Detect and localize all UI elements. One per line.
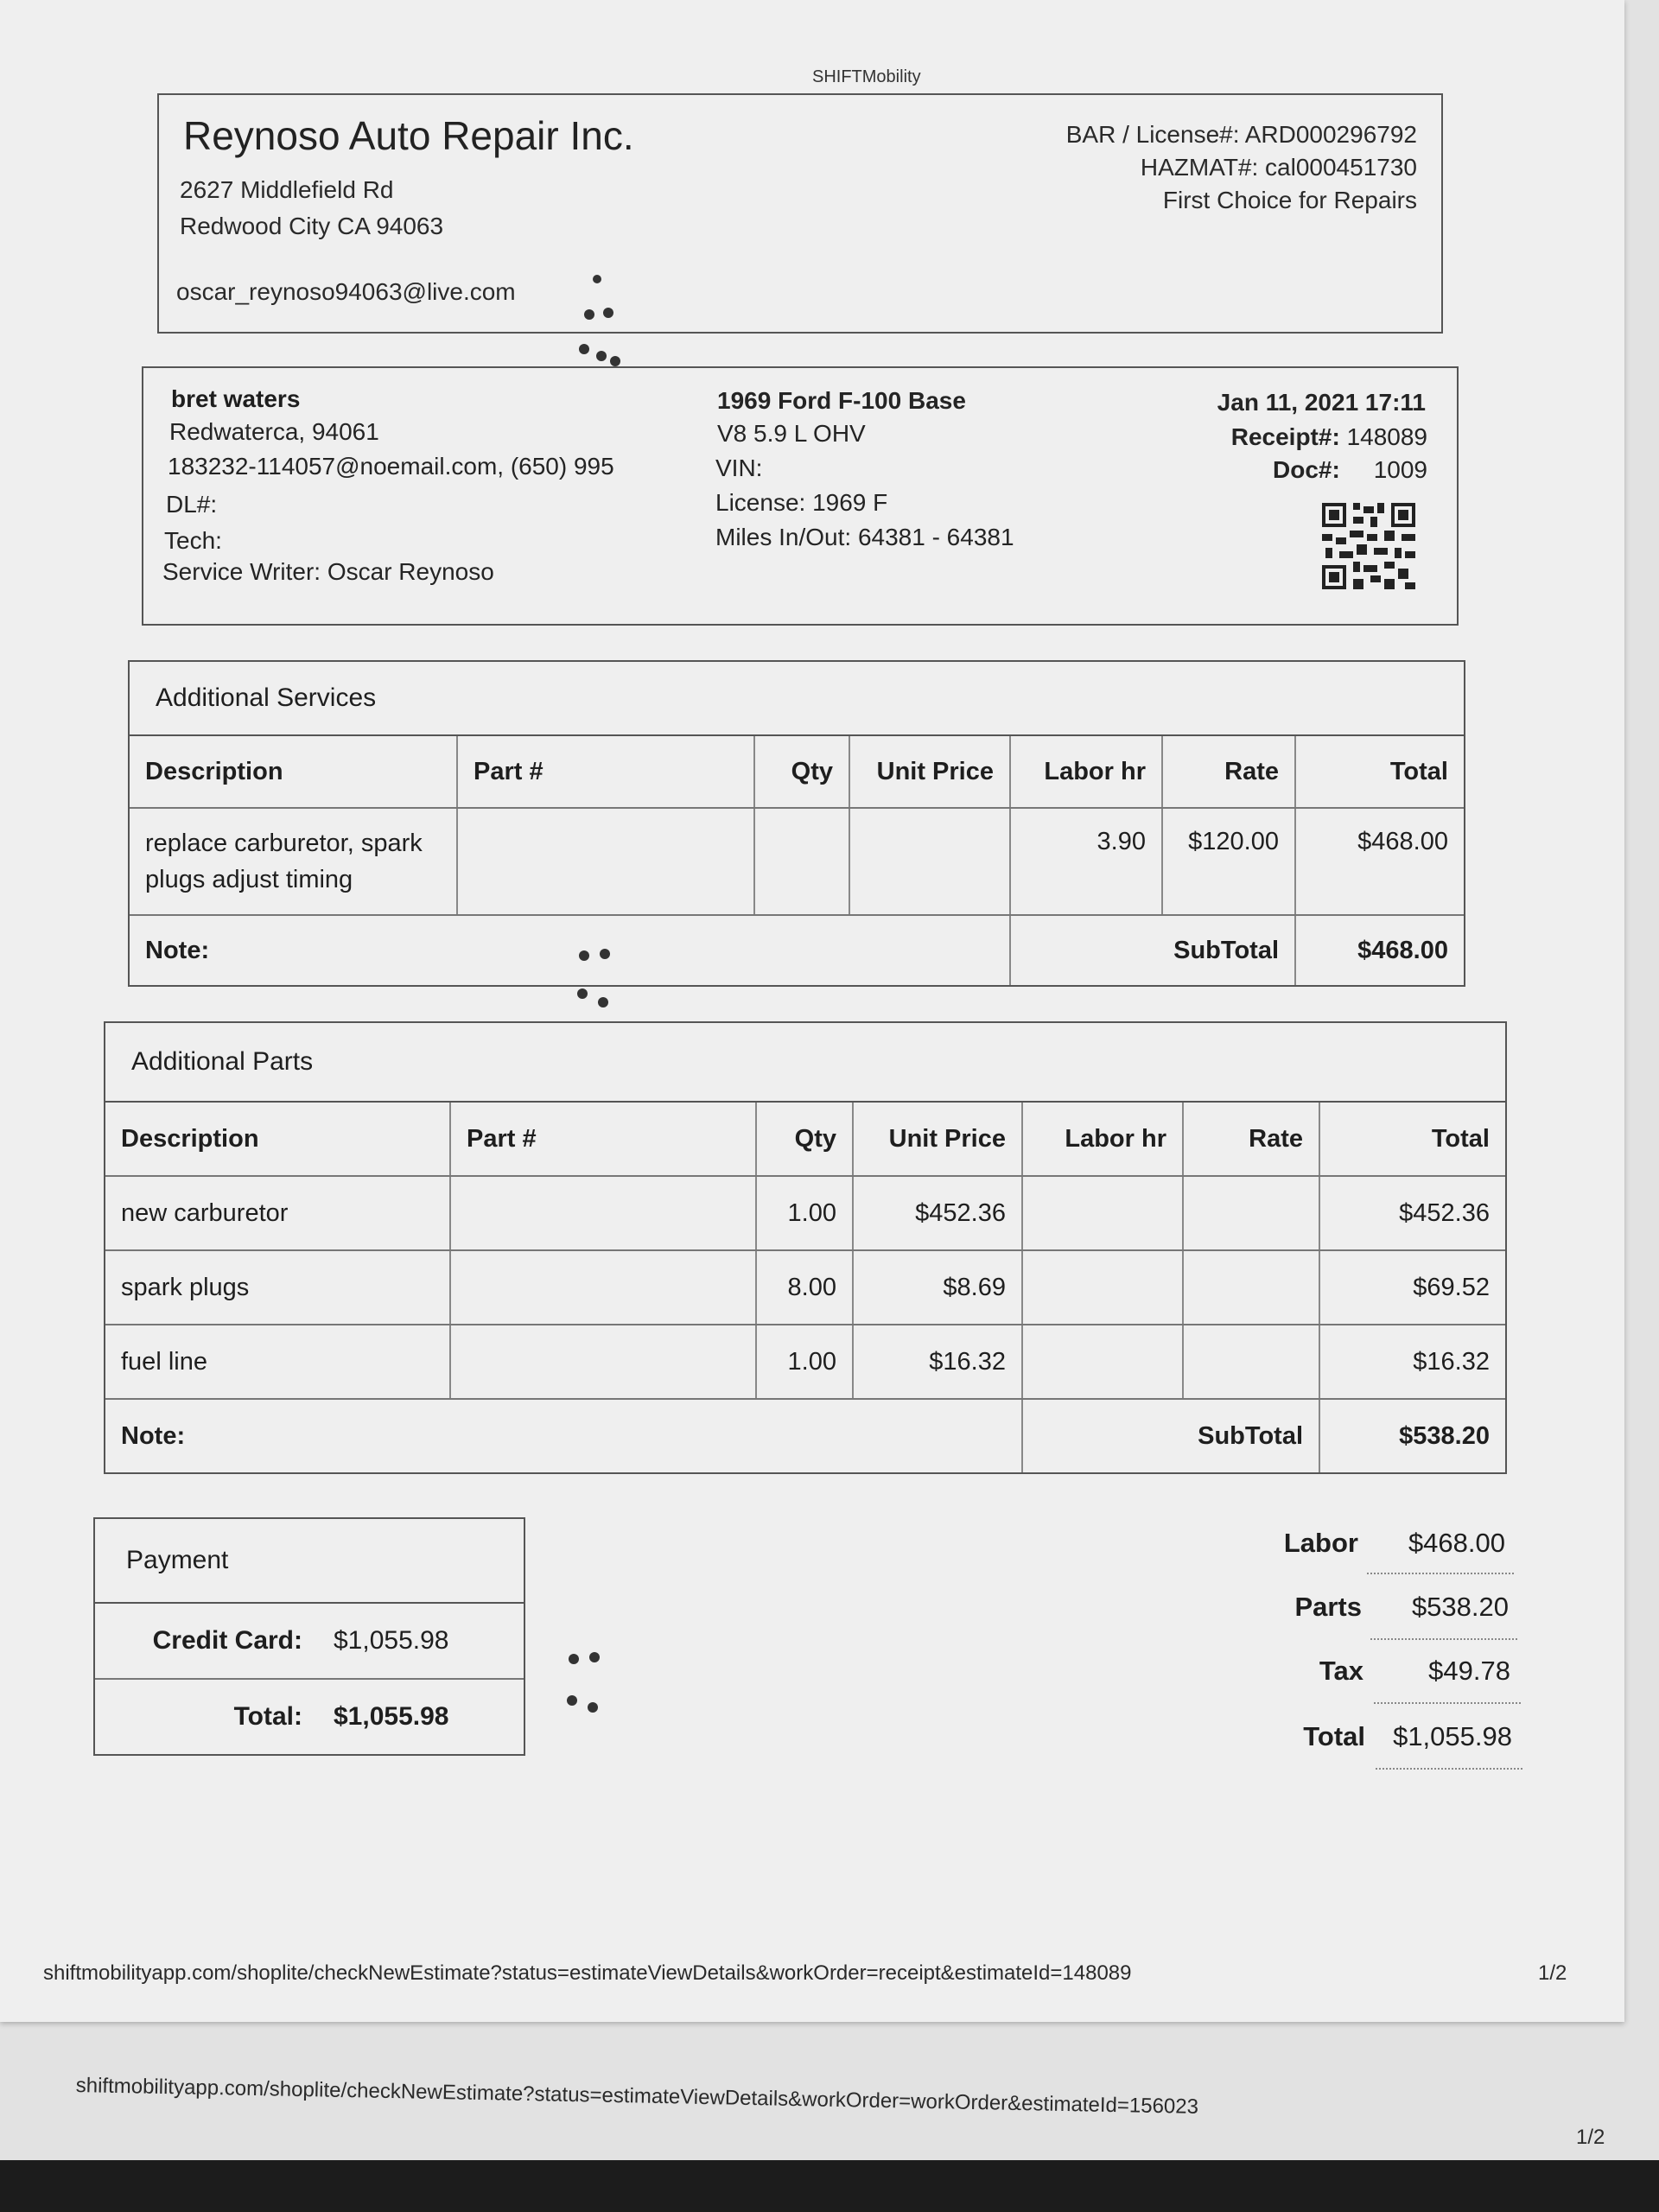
tax-label: Tax [1319,1656,1363,1686]
subtotal-label: SubTotal [1023,1400,1320,1472]
shop-email: oscar_reynoso94063@live.com [176,278,516,305]
vehicle-vin: VIN: [715,454,763,481]
customer-location: Redwaterca, 94061 [169,418,379,445]
punch-hole-icon [593,275,601,283]
shop-address-2: Redwood City CA 94063 [180,213,444,239]
note-label: Note: [105,1400,1023,1472]
punch-hole-icon [577,988,588,999]
doc-number: 1009 [1373,456,1427,483]
note-label: Note: [130,916,1011,985]
services-header-row [130,736,1464,809]
payment-box [93,1517,525,1756]
customer-contact: 183232-114057@noemail.com, (650) 995 [168,453,614,480]
services-table [128,660,1465,987]
shop-hazmat: HAZMAT#: cal000451730 [1140,154,1417,181]
receipt-number: 148089 [1346,423,1427,450]
back-page-number: 1/2 [1576,2126,1605,2149]
parts-table-title: Additional Parts [105,1023,1505,1103]
grand-total-label: Total [1303,1721,1365,1751]
page-number: 1/2 [1538,1961,1567,1985]
customer-name: bret waters [171,385,301,412]
item-qty: 1.00 [757,1177,854,1249]
shop-slogan: First Choice for Repairs [1162,187,1417,213]
column-header: Qty [757,1103,854,1175]
credit-card-label: Credit Card: [152,1626,302,1655]
item-unit-price: $8.69 [854,1251,1023,1324]
shop-name: Reynoso Auto Repair Inc. [183,113,634,158]
item-labor-hr [1023,1325,1184,1398]
subtotal-label: SubTotal [1011,916,1296,985]
punch-hole-icon [589,1652,600,1662]
column-header: Unit Price [850,736,1011,807]
item-description: new carburetor [105,1177,451,1249]
parts-header-row [105,1103,1505,1177]
item-qty [755,809,850,914]
column-header: Labor hr [1011,736,1163,807]
parts-subtotal-row [105,1400,1505,1472]
punch-hole-icon [598,997,608,1007]
payment-total-label: Total: [233,1702,302,1731]
item-qty: 1.00 [757,1325,854,1398]
labor-total-underline [1367,1573,1514,1574]
punch-hole-icon [579,344,589,354]
parts-total: $538.20 [1411,1592,1509,1622]
tax-total: $49.78 [1428,1656,1510,1686]
qr-code-icon [1322,503,1415,589]
credit-card-amount: $1,055.98 [334,1626,449,1655]
shop-license: BAR / License#: ARD000296792 [1065,121,1417,148]
parts-subtotal: $538.20 [1399,1421,1490,1450]
item-unit-price: $452.36 [854,1177,1023,1249]
payment-credit-row [95,1604,524,1680]
payment-total-row [95,1680,524,1754]
column-header: Part # [458,736,755,807]
item-unit-price [850,809,1011,914]
punch-hole-icon [569,1654,579,1664]
table-row [105,1251,1505,1325]
labor-total-label: Labor [1283,1528,1358,1558]
item-rate: $120.00 [1163,809,1296,914]
service-writer: Service Writer: Oscar Reynoso [162,558,494,585]
back-page-footer-url: shiftmobilityapp.com/shoplite/checkNewEstimate?status=estimateViewDetails&workOrder=workOrder&estimateId=156023 [75,2074,1199,2119]
item-part [451,1177,757,1249]
item-total: $16.32 [1413,1347,1490,1376]
footer-url: shiftmobilityapp.com/shoplite/checkNewEstimate?status=estimateViewDetails&workOrder=receipt&estimateId=148089 [43,1961,1132,1985]
punch-hole-icon [567,1695,577,1706]
punch-hole-icon [584,309,594,320]
item-labor-hr [1023,1177,1184,1249]
column-header: Description [105,1103,451,1175]
punch-hole-icon [596,351,607,361]
doc-number-row [1071,456,1427,484]
punch-hole-icon [579,950,589,961]
column-header: Qty [755,736,850,807]
punch-hole-icon [610,356,620,366]
services-subtotal: $468.00 [1357,936,1448,964]
item-total: $452.36 [1399,1198,1490,1227]
column-header: Rate [1163,736,1296,807]
column-header: Labor hr [1023,1103,1184,1175]
table-row [130,809,1464,916]
table-row [105,1325,1505,1400]
item-part [451,1325,757,1398]
punch-hole-icon [603,308,613,318]
item-rate [1184,1251,1320,1324]
item-description: fuel line [105,1325,451,1398]
vehicle-license: License: 1969 F [715,489,888,516]
item-total: $468.00 [1357,828,1448,855]
grand-total: $1,055.98 [1393,1721,1512,1751]
receipt-date: Jan 11, 2021 17:11 [1217,389,1426,416]
parts-total-underline [1370,1638,1517,1640]
vehicle-engine: V8 5.9 L OHV [717,420,866,447]
column-header: Rate [1184,1103,1320,1175]
payment-title: Payment [95,1519,524,1604]
item-total: $69.52 [1413,1273,1490,1301]
item-rate [1184,1177,1320,1249]
customer-tech: Tech: [164,527,222,554]
item-part [458,809,755,914]
services-table-title: Additional Services [130,662,1464,736]
item-qty: 8.00 [757,1251,854,1324]
tax-total-underline [1374,1702,1521,1704]
item-unit-price: $16.32 [854,1325,1023,1398]
shop-address-1: 2627 Middlefield Rd [180,176,394,203]
vehicle-model: 1969 Ford F-100 Base [717,387,966,414]
punch-hole-icon [600,949,610,959]
item-labor-hr [1023,1251,1184,1324]
column-header: Total [1389,757,1448,785]
brand-label: SHIFTMobility [812,67,921,86]
item-rate [1184,1325,1320,1398]
customer-dl: DL#: [166,491,218,518]
item-part [451,1251,757,1324]
column-header: Unit Price [854,1103,1023,1175]
item-description: spark plugs [105,1251,451,1324]
parts-table [104,1021,1507,1474]
column-header: Total [1431,1124,1490,1153]
grand-total-underline [1376,1768,1522,1770]
column-header: Part # [451,1103,757,1175]
punch-hole-icon [588,1702,598,1713]
item-description: replace carburetor, spark plugs adjust timing [130,809,458,914]
table-row [105,1177,1505,1251]
parts-total-label: Parts [1294,1592,1362,1622]
labor-total: $468.00 [1408,1528,1505,1558]
doc-number-label: Doc#: [1273,456,1340,483]
vehicle-miles: Miles In/Out: 64381 - 64381 [715,524,1014,550]
payment-total-amount: $1,055.98 [334,1702,449,1731]
receipt-number-row [1071,423,1427,451]
services-subtotal-row [130,916,1464,985]
item-labor-hr: 3.90 [1011,809,1163,914]
receipt-number-label: Receipt#: [1230,423,1340,450]
column-header: Description [130,736,458,807]
